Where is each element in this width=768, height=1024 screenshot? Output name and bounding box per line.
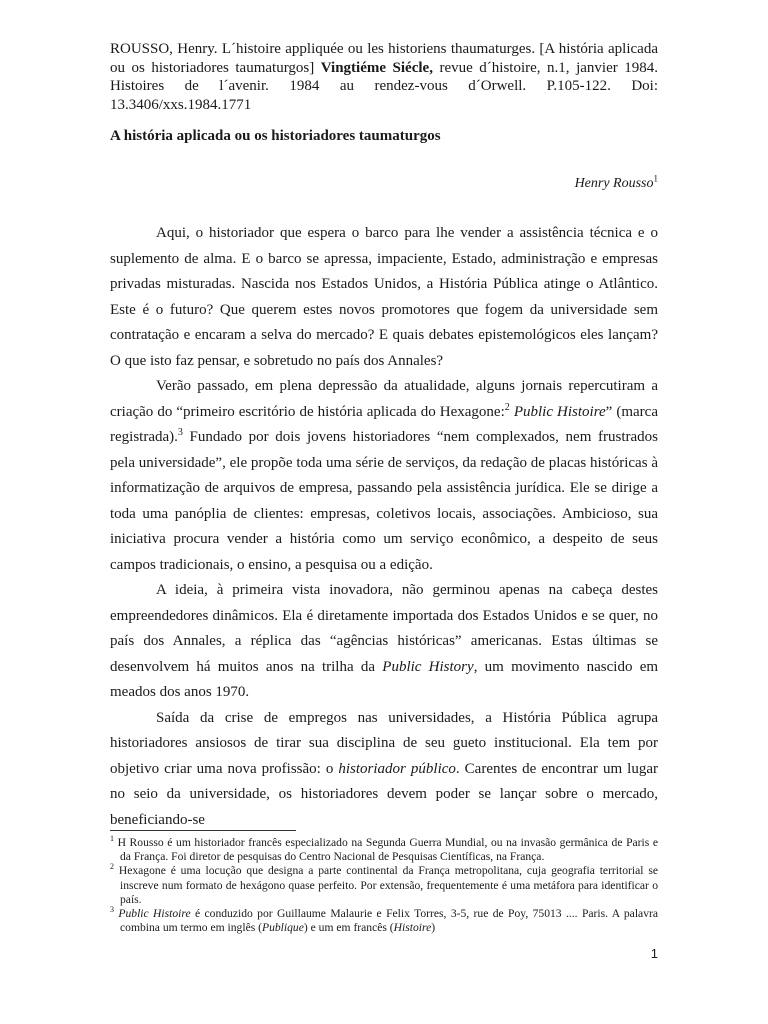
italic-run: Public History — [382, 658, 474, 675]
text-run: Verão passado, em plena depressão da atualidade, alguns jornais repercutiram a criação do “primeiro escritório de história aplicada do Hexagone: — [110, 378, 658, 420]
article-body — [110, 221, 658, 833]
text-run: ) — [431, 921, 436, 935]
footnote-2 — [110, 862, 658, 907]
footnote-3 — [110, 905, 658, 935]
italic-run: Publique — [262, 921, 304, 935]
footnote-number: 2 — [110, 862, 114, 872]
footnote-text: Hexagone é uma locução que designa a parte continental da França metropolitana, cuja geografia territorial se inscreve num formato de hexágono quase perfeito. Por extensão, frequentemente é uma metáfora para identificar o país. — [114, 864, 658, 906]
text-run: ” (marca registrada). — [110, 403, 658, 445]
text-run: Fundado por dois jovens historiadores “nem complexados, nem frustrados pela universidade”, ele propõe toda uma série de serviços, da redação de placas históricas à informatização de arquivos de empresa, passando pela assistência jurídica. Ele se dirige a toda uma panóplia de clientes: empresas, coletivos locais, associações. Ambicioso, sua iniciativa procura vender a história como um serviço econômico, a despeito de seus campos tradicionais, o ensino, a pesquisa ou a edição. — [110, 429, 658, 573]
text-run: A ideia, à primeira vista inovadora, não germinou apenas na cabeça destes empreendedores dinâmicos. Ela é diretamente importada dos Estados Unidos e se quer, no país dos Annales, a réplica das “agências históricas” americanas. Estas últimas se desenvolvem há muitos anos na trilha da — [110, 582, 658, 675]
bibliographic-citation — [110, 40, 658, 114]
footnote-ref-1[interactable]: 1 — [653, 173, 658, 184]
citation-journal: Vingtiéme Siécle, — [320, 59, 433, 76]
footnote-separator — [110, 830, 296, 831]
text-run: Saída da crise de empregos nas universidades, a História Pública agrupa historiadores ansiosos de tirar sua disciplina de seu gueto institucional. Ela tem por objetivo criar uma nova profissão: o — [110, 709, 658, 777]
footnote-1 — [110, 834, 658, 864]
paragraph-2 — [110, 374, 658, 578]
citation-text: ROUSSO, Henry. L´histoire appliquée ou les historiens thaumaturges. [A história aplicada ou os historiadores taumaturgos] — [110, 41, 658, 76]
footnote-number: 3 — [110, 905, 114, 915]
text-run: . Carentes de encontrar um lugar no seio da universidade, os historiadores devem poder se lançar sobre o mercado, beneficiando-se — [110, 760, 658, 828]
article-title: A história aplicada ou os historiadores taumaturgos — [110, 128, 441, 144]
italic-run: Public Histoire — [118, 907, 191, 921]
footnotes — [110, 836, 658, 935]
italic-run: Public Histoire — [509, 403, 606, 420]
citation-details: revue d´histoire, n.1, janvier 1984. Histoires de l´avenir. 1984 au rendez-vous d´Orwell. P.105-122. Doi: 13.3406/xxs.1984.1771 — [110, 59, 658, 113]
text-run: ) e um em francês ( — [303, 921, 394, 935]
paragraph-1: Aqui, o historiador que espera o barco para lhe vender a assistência técnica e o suplemento de alma. E o barco se apressa, impaciente, Estado, administração e empresas privadas misturadas. Nascida nos Estados Unidos, a História Pública atinge o Atlântico. Este é o futuro? Que querem estes novos promotores que fogem da universidade sem contratação e encaram a selva do mercado? E quais debates epistemológicos eles lançam? O que isto faz pensar, e sobretudo no país dos Annales? — [110, 225, 658, 369]
text-run: , um movimento nascido em meados dos anos 1970. — [110, 658, 659, 700]
text-run: é conduzido por Guillaume Malaurie e Felix Torres, 3-5, rue de Poy, 75013 .... Paris. A palavra combina um termo em inglês ( — [120, 907, 658, 935]
italic-run: historiador público — [338, 760, 456, 777]
author-line — [574, 173, 658, 192]
footnote-ref-2[interactable]: 2 — [504, 401, 510, 413]
footnote-text: H Rousso é um historiador francês especializado na Segunda Guerra Mundial, ou na invasão germânica de Paris e da França. Foi diretor de pesquisas do Centro Nacional de Pesquisas Científicas, na França. — [114, 836, 658, 864]
italic-run: Histoire — [393, 921, 432, 935]
page-number: 1 — [650, 946, 658, 961]
author-name: Henry Rousso — [574, 176, 654, 191]
paragraph-3 — [110, 578, 658, 706]
footnote-number: 1 — [110, 834, 114, 844]
paragraph-4 — [110, 706, 658, 834]
footnote-ref-3[interactable]: 3 — [177, 427, 183, 438]
